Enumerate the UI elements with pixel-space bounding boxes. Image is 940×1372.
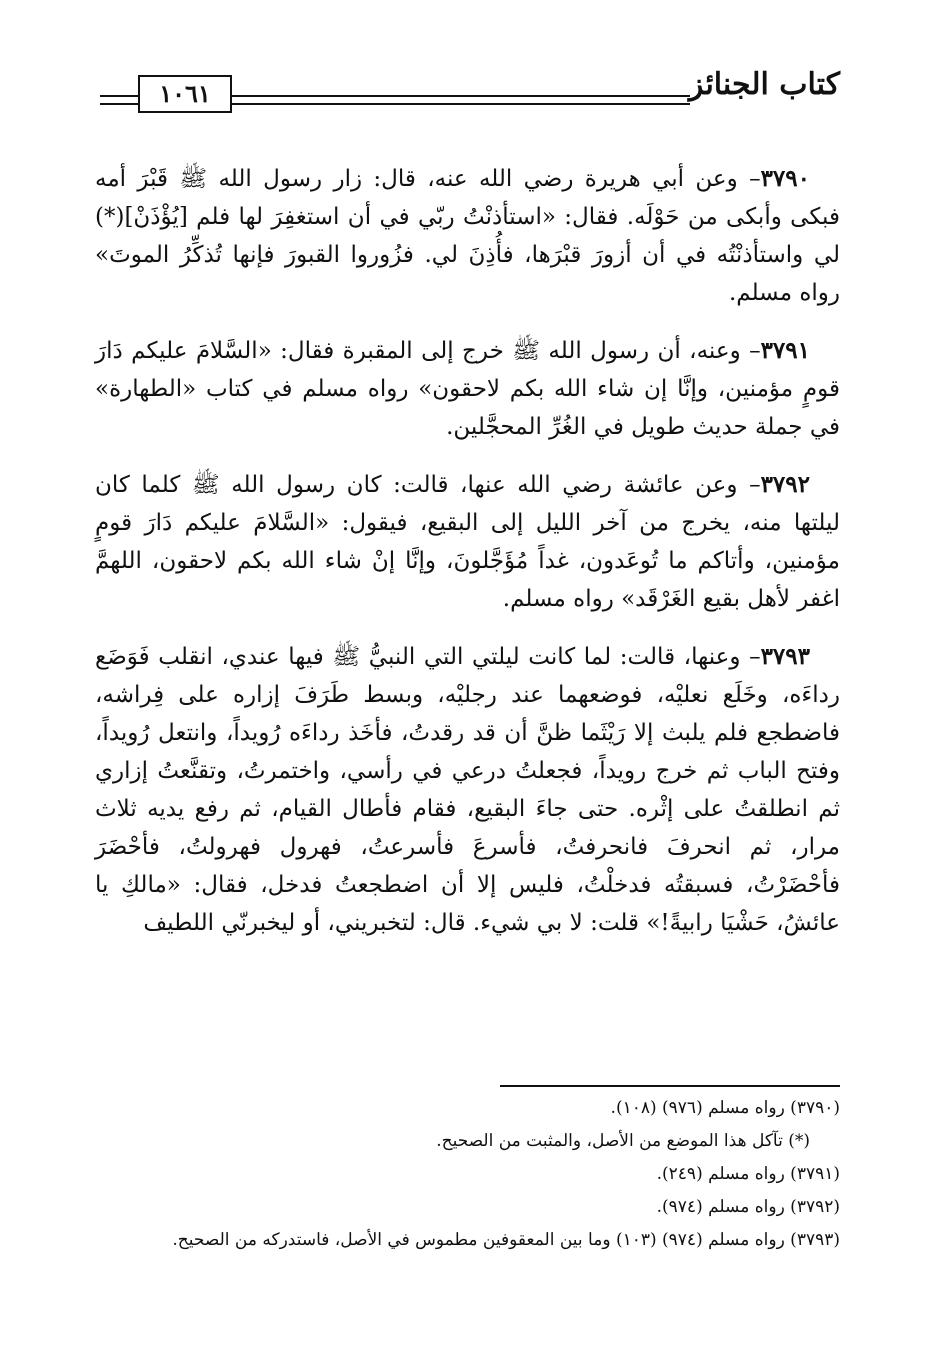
footnote-separator xyxy=(500,1085,840,1087)
footnote: (٣٧٩٠) رواه مسلم (٩٧٦) (١٠٨). xyxy=(610,1098,840,1118)
hadith-paragraph xyxy=(95,638,840,942)
hadith-number: ٣٧٩٢ xyxy=(760,471,810,498)
page-number: ١٠٦١ xyxy=(138,75,232,113)
hadith-text: – وعنها، قالت: لما كانت ليلتي التي النبيُّ ﷺ فيها عندي، انقلب فَوَضَع رداءَه، وخَلَع نعليْه، فوضعهما عند رجليْه، وبسط طَرَفَ إزاره على فِراشه، فاضطجع فلم يلبث إلا رَيْثَما ظنَّ أن قد رقدتُ، فأخَذ رداءَه رُويداً، وانتعل رُويداً، وفتح الباب ثم خرج رويداً، فجعلتُ درعي في رأسي، واختمرتُ، وتقنَّعتُ إزاري ثم انطلقتُ على إثْره. حتى جاءَ البقيع، فقام فأطال القيام، ثم رفع يديه ثلاث مرار، ثم انحرفَ فانحرفتُ، فأسرعَ فأسرعتُ، فهرول فهرولتُ، فأحْضَرَ فأحْضَرْتُ، فسبقتُه فدخلْتُ، فليس إلا أن اضطجعتُ فدخل، فقال: «مالكِ يا عائشُ، حَشْيَا رابيةً!» قلت: لا بي شيء. قال: لتخبريني، أو ليخبرنّي اللطيف xyxy=(95,644,840,936)
footnote: (*) تآكل هذا الموضع من الأصل، والمثبت من الصحيح. xyxy=(436,1131,810,1151)
hadith-paragraph xyxy=(95,160,840,312)
hadith-text: – وعنه، أن رسول الله ﷺ خرج إلى المقبرة فقال: «السَّلامَ عليكم دَارَ قومٍ مؤمنين، وإنَّا إن شاء الله بكم لاحقون» رواه مسلم في كتاب «الطهارة» في جملة حديث طويل في الغُرِّ المحجَّلين. xyxy=(95,338,840,440)
hadith-number: ٣٧٩٣ xyxy=(760,643,810,670)
hadith-paragraph xyxy=(95,332,840,446)
hadith-paragraph xyxy=(95,466,840,618)
hadith-number: ٣٧٩٠ xyxy=(760,165,810,192)
hadith-number: ٣٧٩١ xyxy=(760,337,810,364)
hadith-text: – وعن عائشة رضي الله عنها، قالت: كان رسول الله ﷺ كلما كان ليلتها منه، يخرج من آخر الليل إلى البقيع، فيقول: «السَّلامَ عليكم دَارَ قومٍ مؤمنين، وأتاكم ما تُوعَدون، غداً مُؤَجَّلونَ، وإنَّا إنْ شاء الله بكم لاحقون، اللهمَّ اغفر لأهل بقيع الغَرْقَد» رواه مسلم. xyxy=(95,472,840,612)
footnote: (٣٧٩٢) رواه مسلم (٩٧٤). xyxy=(656,1197,840,1217)
hadith-text: – وعن أبي هريرة رضي الله عنه، قال: زار رسول الله ﷺ قَبْرَ أمه فبكى وأبكى من حَوْلَه. فقال: «استأذنْتُ ربّي في أن استغفِرَ لها فلم [يُؤْذَنْ](*) لي واستأذنْتُه في أن أزورَ قبْرَها، فأُذِنَ لي. فزُوروا القبورَ فإنها تُذكِّرُ الموتَ» رواه مسلم. xyxy=(95,166,840,306)
footnotes xyxy=(95,1092,840,1257)
main-text xyxy=(95,160,840,962)
footnote: (٣٧٩١) رواه مسلم (٢٤٩). xyxy=(656,1164,840,1184)
page-header xyxy=(100,55,840,125)
footnote: (٣٧٩٣) رواه مسلم (٩٧٤) (١٠٣) وما بين المعقوفين مطموس في الأصل، فاستدركه من الصحيح. xyxy=(172,1230,840,1250)
running-title: كتاب الجنائز xyxy=(688,67,840,102)
